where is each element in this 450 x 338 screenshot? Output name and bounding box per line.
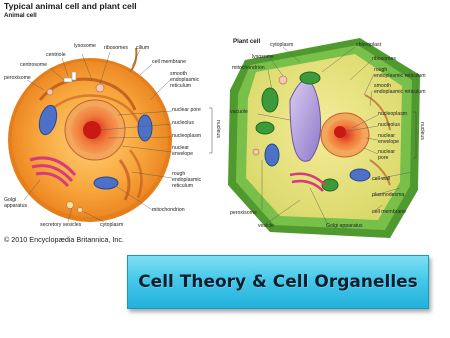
- plant-label-peroxisome: peroxisome: [230, 210, 257, 216]
- plant-label-nuclear-pore: nuclear pore: [378, 149, 396, 161]
- animal-label-nuclear-pore: nuclear pore: [172, 107, 201, 113]
- plant-label-cytoplasm: cytoplasm: [270, 42, 294, 48]
- plant-label-rough-er: rough endoplasmic reticulum: [374, 67, 426, 79]
- figure-title: Typical animal cell and plant cell: [4, 1, 137, 11]
- animal-label-mitochondrion: mitochondrion: [152, 207, 185, 213]
- copyright-notice: © 2010 Encyclopædia Britannica, Inc.: [4, 235, 124, 244]
- plant-label-nucleolus: nucleolus: [378, 122, 400, 128]
- animal-label-cell-membrane: cell membrane: [152, 59, 187, 65]
- animal-label-cilium: cilium: [136, 45, 150, 51]
- plant-label-golgi: Golgi apparatus: [326, 223, 363, 229]
- plant-label-nucleoplasm: nucleoplasm: [378, 111, 408, 117]
- plant-label-nuclear-envelope: nuclear envelope: [378, 133, 400, 145]
- animal-panel-title: Animal cell: [4, 12, 37, 19]
- animal-label-smooth-er: smooth endoplasmic reticulum: [170, 71, 200, 89]
- plant-label-ribosomes: ribosomes: [372, 56, 396, 62]
- plant-label-chloroplast: chloroplast: [356, 42, 382, 48]
- animal-label-nucleus: nucleus: [215, 120, 221, 138]
- plant-label-vesicle: vesicle: [258, 223, 274, 229]
- animal-label-centriole: centriole: [46, 52, 66, 58]
- plant-panel-title: Plant cell: [233, 38, 261, 45]
- animal-label-nucleoplasm: nucleoplasm: [172, 133, 202, 139]
- plant-label-cell-wall: cell wall: [372, 176, 391, 182]
- animal-label-cytoplasm: cytoplasm: [100, 222, 124, 228]
- animal-label-nucleolus: nucleolus: [172, 120, 194, 126]
- plant-label-plasmodesma: plasmodesma: [372, 192, 405, 198]
- animal-label-golgi: Golgi apparatus: [4, 197, 28, 209]
- animal-label-nuclear-envelope: nuclear envelope: [172, 145, 194, 157]
- title-banner: [127, 255, 429, 309]
- plant-label-cell-membrane: cell membrane: [372, 209, 407, 215]
- plant-label-nucleus: nucleus: [419, 122, 425, 140]
- animal-label-lysosome: lysosome: [74, 43, 96, 49]
- animal-label-centrosome: centrosome: [20, 62, 48, 68]
- animal-label-rough-er: rough endoplasmic reticulum: [172, 171, 202, 189]
- plant-label-mitochondrion: mitochondrion: [232, 65, 265, 71]
- animal-label-ribosomes: ribosomes: [104, 45, 128, 51]
- animal-label-peroxisome: peroxisome: [4, 75, 31, 81]
- slide-title: Cell Theory & Cell Organelles: [138, 272, 418, 292]
- animal-label-secretory-vesicles: secretory vesicles: [40, 222, 82, 228]
- plant-label-vacuole: vacuole: [230, 109, 248, 115]
- plant-label-lysosome: lysosome: [252, 54, 274, 60]
- plant-label-smooth-er: smooth endoplasmic reticulum: [374, 83, 426, 95]
